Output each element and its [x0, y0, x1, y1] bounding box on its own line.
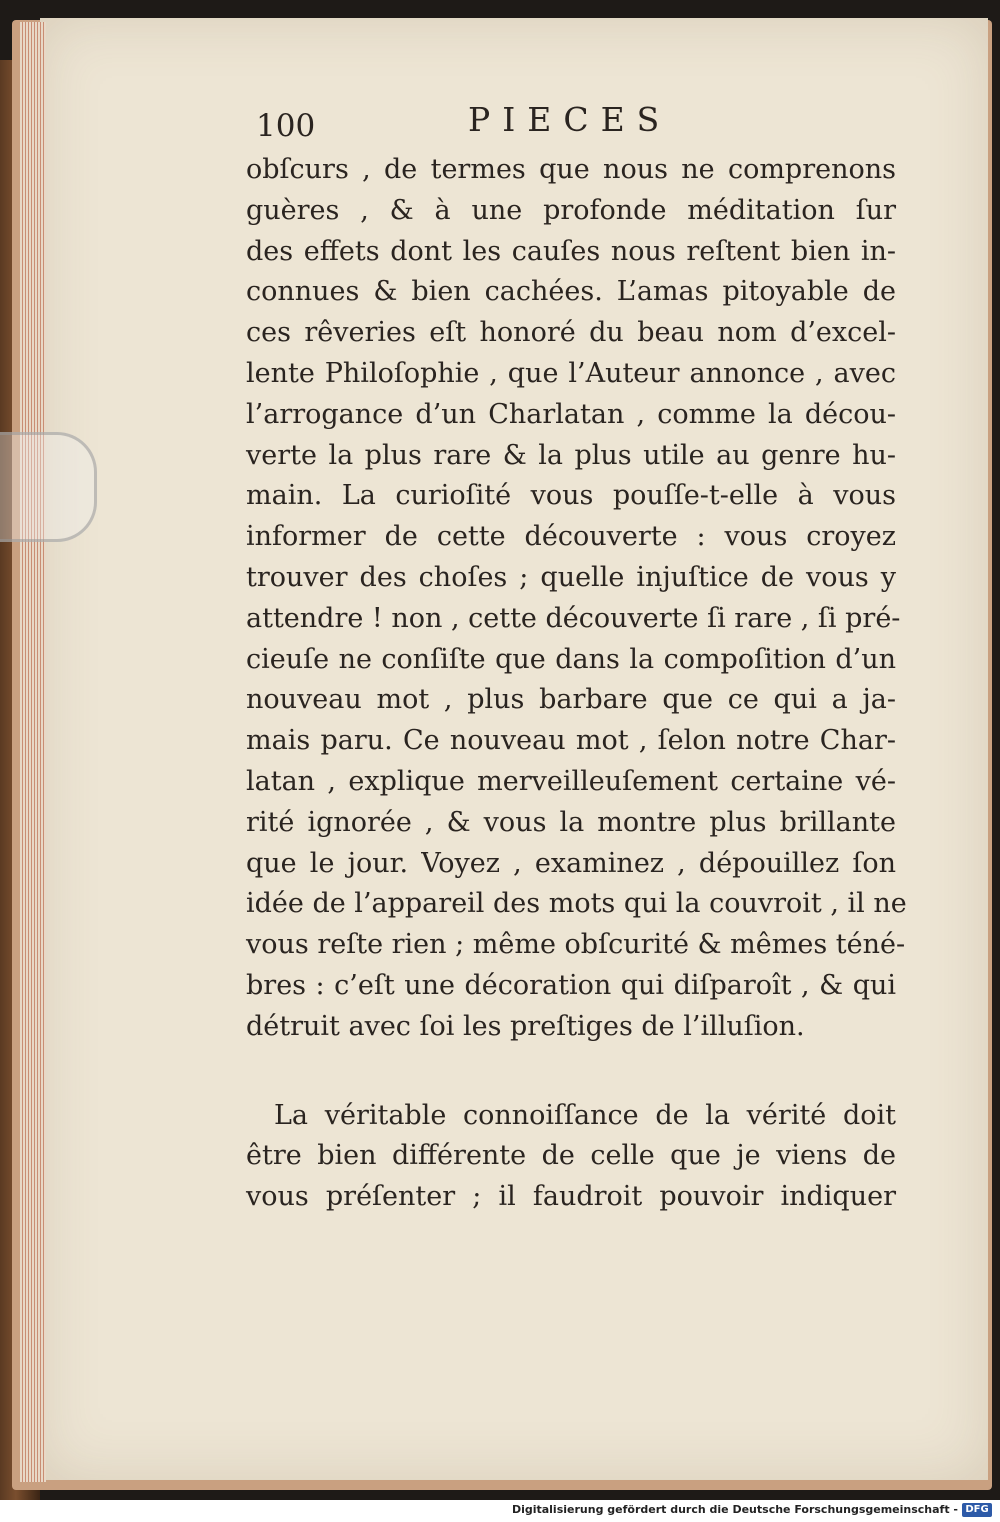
text-line: bres : c’eſt une décoration qui diſparoît , & qui: [246, 969, 896, 1001]
text-line: mais paru. Ce nouveau mot , ſelon notre Char-: [246, 725, 896, 757]
page-edges: [20, 22, 46, 1482]
paragraph-1: [246, 150, 907, 1048]
text-line: nouveau mot , plus barbare que ce qui a ja-: [246, 684, 896, 716]
text-line: informer de cette découverte : vous croyez: [246, 521, 896, 553]
text-line: cieuſe ne conſiſte que dans la compoſition d’un: [246, 643, 896, 675]
text-line: l’arrogance d’un Charlatan , comme la décou-: [246, 398, 896, 430]
text-line: rité ignorée , & vous la montre plus brillante: [246, 806, 896, 838]
text-line: guères , & à une profonde méditation ſur: [246, 194, 896, 226]
text-line: obſcurs , de termes que nous ne comprenons: [246, 154, 896, 185]
text-line: lente Philoſophie , que l’Auteur annonce , avec: [246, 357, 896, 389]
paragraph-2: [246, 1096, 896, 1218]
text-line: que le jour. Voyez , examinez , dépouillez ſon: [246, 847, 896, 879]
bookmark-clip: [0, 432, 97, 542]
text-line: idée de l’appareil des mots qui la couvroit , il ne: [246, 888, 907, 920]
text-line: trouver des choſes ; quelle injuſtice de vous y: [246, 561, 896, 593]
body-text: [246, 150, 907, 1218]
text-line: des effets dont les cauſes nous reſtent bien in-: [246, 235, 896, 267]
text-line: être bien différente de celle que je viens de: [246, 1140, 896, 1172]
text-line: attendre ! non , cette découverte ſi rare , ſi pré-: [246, 602, 901, 634]
text-line: verte la plus rare & la plus utile au genre hu-: [246, 439, 896, 471]
text-line: connues & bien cachées. L’amas pitoyable de: [246, 276, 896, 308]
page-number: 100: [256, 108, 316, 144]
text-line: main. La curioſité vous pouſſe-t-elle à vous: [246, 480, 896, 512]
text-line: ces rêveries eſt honoré du beau nom d’excel-: [246, 317, 896, 349]
text-line: détruit avec ſoi les preſtiges de l’illuſion.: [246, 1010, 805, 1042]
dfg-logo: DFG: [962, 1503, 992, 1517]
text-line: latan , explique merveilleuſement certaine vé-: [246, 765, 896, 797]
running-head: PIECES: [468, 100, 672, 139]
paragraph-gap: [246, 1048, 896, 1096]
text-line: La véritable connoiſſance de la vérité doit: [274, 1099, 896, 1131]
text-line: vous préſenter ; il faudroit pouvoir indiquer: [246, 1181, 896, 1213]
funding-credit: Digitalisierung gefördert durch die Deutsche Forschungsgemeinschaft -: [511, 1503, 958, 1516]
text-line: vous reſte rien ; même obſcurité & mêmes téné-: [246, 929, 906, 961]
